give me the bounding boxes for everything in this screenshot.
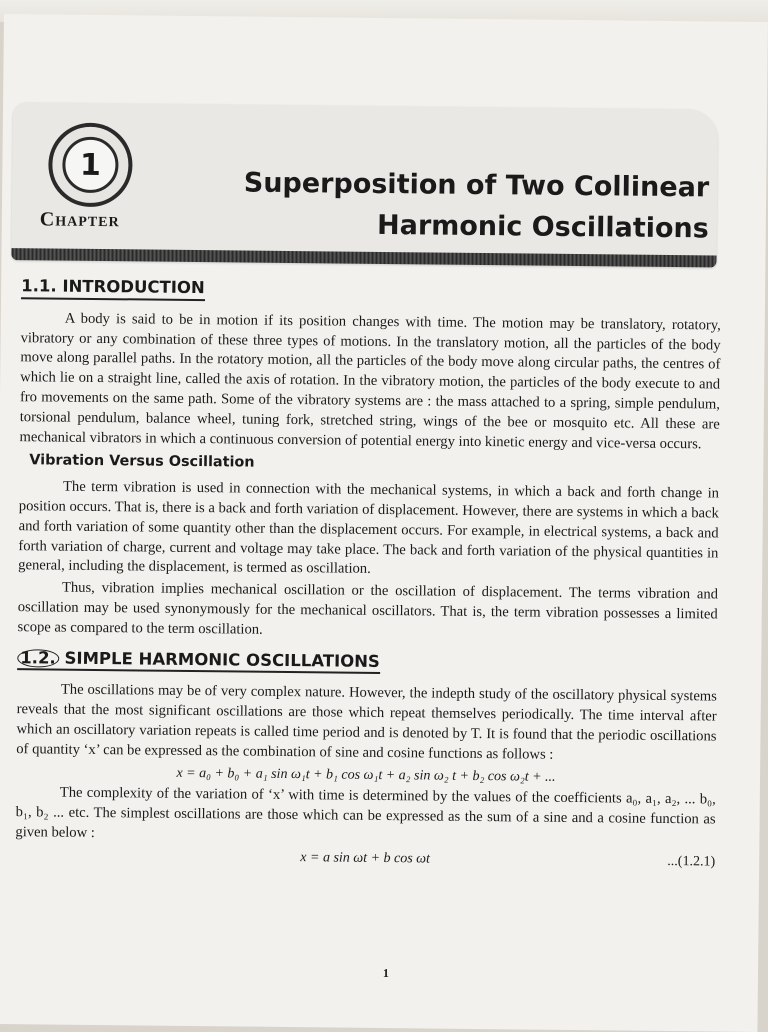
equation-1-2-1-body: x = a sin ωt + b cos ωt <box>300 849 431 867</box>
chapter-banner <box>11 102 718 267</box>
subheading-vibration-vs-oscillation: Vibration Versus Oscillation <box>29 452 255 472</box>
section-heading-introduction: 1.1. INTRODUCTION <box>21 276 205 301</box>
intro-paragraph: A body is said to be in motion if its position changes with time. The motion may be translatory, rotatory, vibratory or any combination of these three types of motions. In the translatory motion, all the particles of the body move along parallel paths. In the rotatory motion, all the particles of the body move along circular paths, the centres of which lie on a straight line, called the axis of rotation. In the vibratory motion, the particles of the body execute to and fro movements on the same path. Some of the vibratory systems are : the mass attached to a spring, simple pendulum, torsional pendulum, balance wheel, tuning fork, stretched string, wings of the bee or mosquito etc. All these are mechanical vibrators in which a continuous conversion of potential energy into kinetic energy and vice-versa occurs. <box>19 310 721 452</box>
chapter-title <box>209 162 710 249</box>
section-number: 1.2. <box>17 649 59 667</box>
complexity-paragraph: The complexity of the variation of ‘x’ with time is determined by the values of the coefficients a₀, a₁, a₂, ... b₀, b₁, b₂ ... etc. The simplest oscillations are those which can be expressed as the sum of a sine and a cosine function as given below : <box>15 784 716 841</box>
equation-general-series: x = a₀ + b₀ + a₁ sin ω₁t + b₁ cos ω₁t + a₂ sin ω₂ t + b₂ cos ω₂t + ... <box>176 765 556 785</box>
banner-rule <box>11 248 716 267</box>
chapter-number-badge <box>48 122 133 207</box>
equation-number: ...(1.2.1) <box>667 853 716 870</box>
book-page <box>0 14 768 1032</box>
section-heading-text: SIMPLE HARMONIC OSCILLATIONS <box>64 648 380 671</box>
chapter-title-line2: Harmonic Oscillations <box>376 209 709 245</box>
page-number: 1 <box>382 966 390 981</box>
vibration-paragraph: The term vibration is used in connection with the mechanical systems, in which a back and forth change in position occurs. That is, there is a back and forth variation of displacement. However, there are systems in which a back and forth variation of some quantity other than the displacement occurs. For example, in electrical systems, a back and forth variation of charge, current and voltage may take place. The back and forth variation of the physical quantities in general, including the displacement, is termed as oscillation. <box>18 478 720 578</box>
vibration-summary-paragraph: Thus, vibration implies mechanical oscillation or the oscillation of displacement. The terms vibration and oscillation may be used synonymously for the mechanical oscillators. That is, the term vibration possesses a limited scope as compared to the term oscillation. <box>17 579 719 638</box>
chapter-number: 1 <box>62 137 119 194</box>
section-heading-shm <box>17 648 380 675</box>
chapter-title-line1: Superposition of Two Collinear <box>243 167 710 204</box>
shm-paragraph: The oscillations may be of very complex nature. However, the indepth study of the oscillatory physical systems reveals that the most significant oscillations are those which repeat themselves periodically. The time interval after which an oscillatory variation repeats is called time period and is denoted by T. It is found that the periodic oscillations of quantity ‘x’ can be expressed as the combination of sine and cosine functions as follows : <box>16 681 717 763</box>
page-body <box>15 276 721 872</box>
chapter-label: Chapter <box>39 208 120 232</box>
